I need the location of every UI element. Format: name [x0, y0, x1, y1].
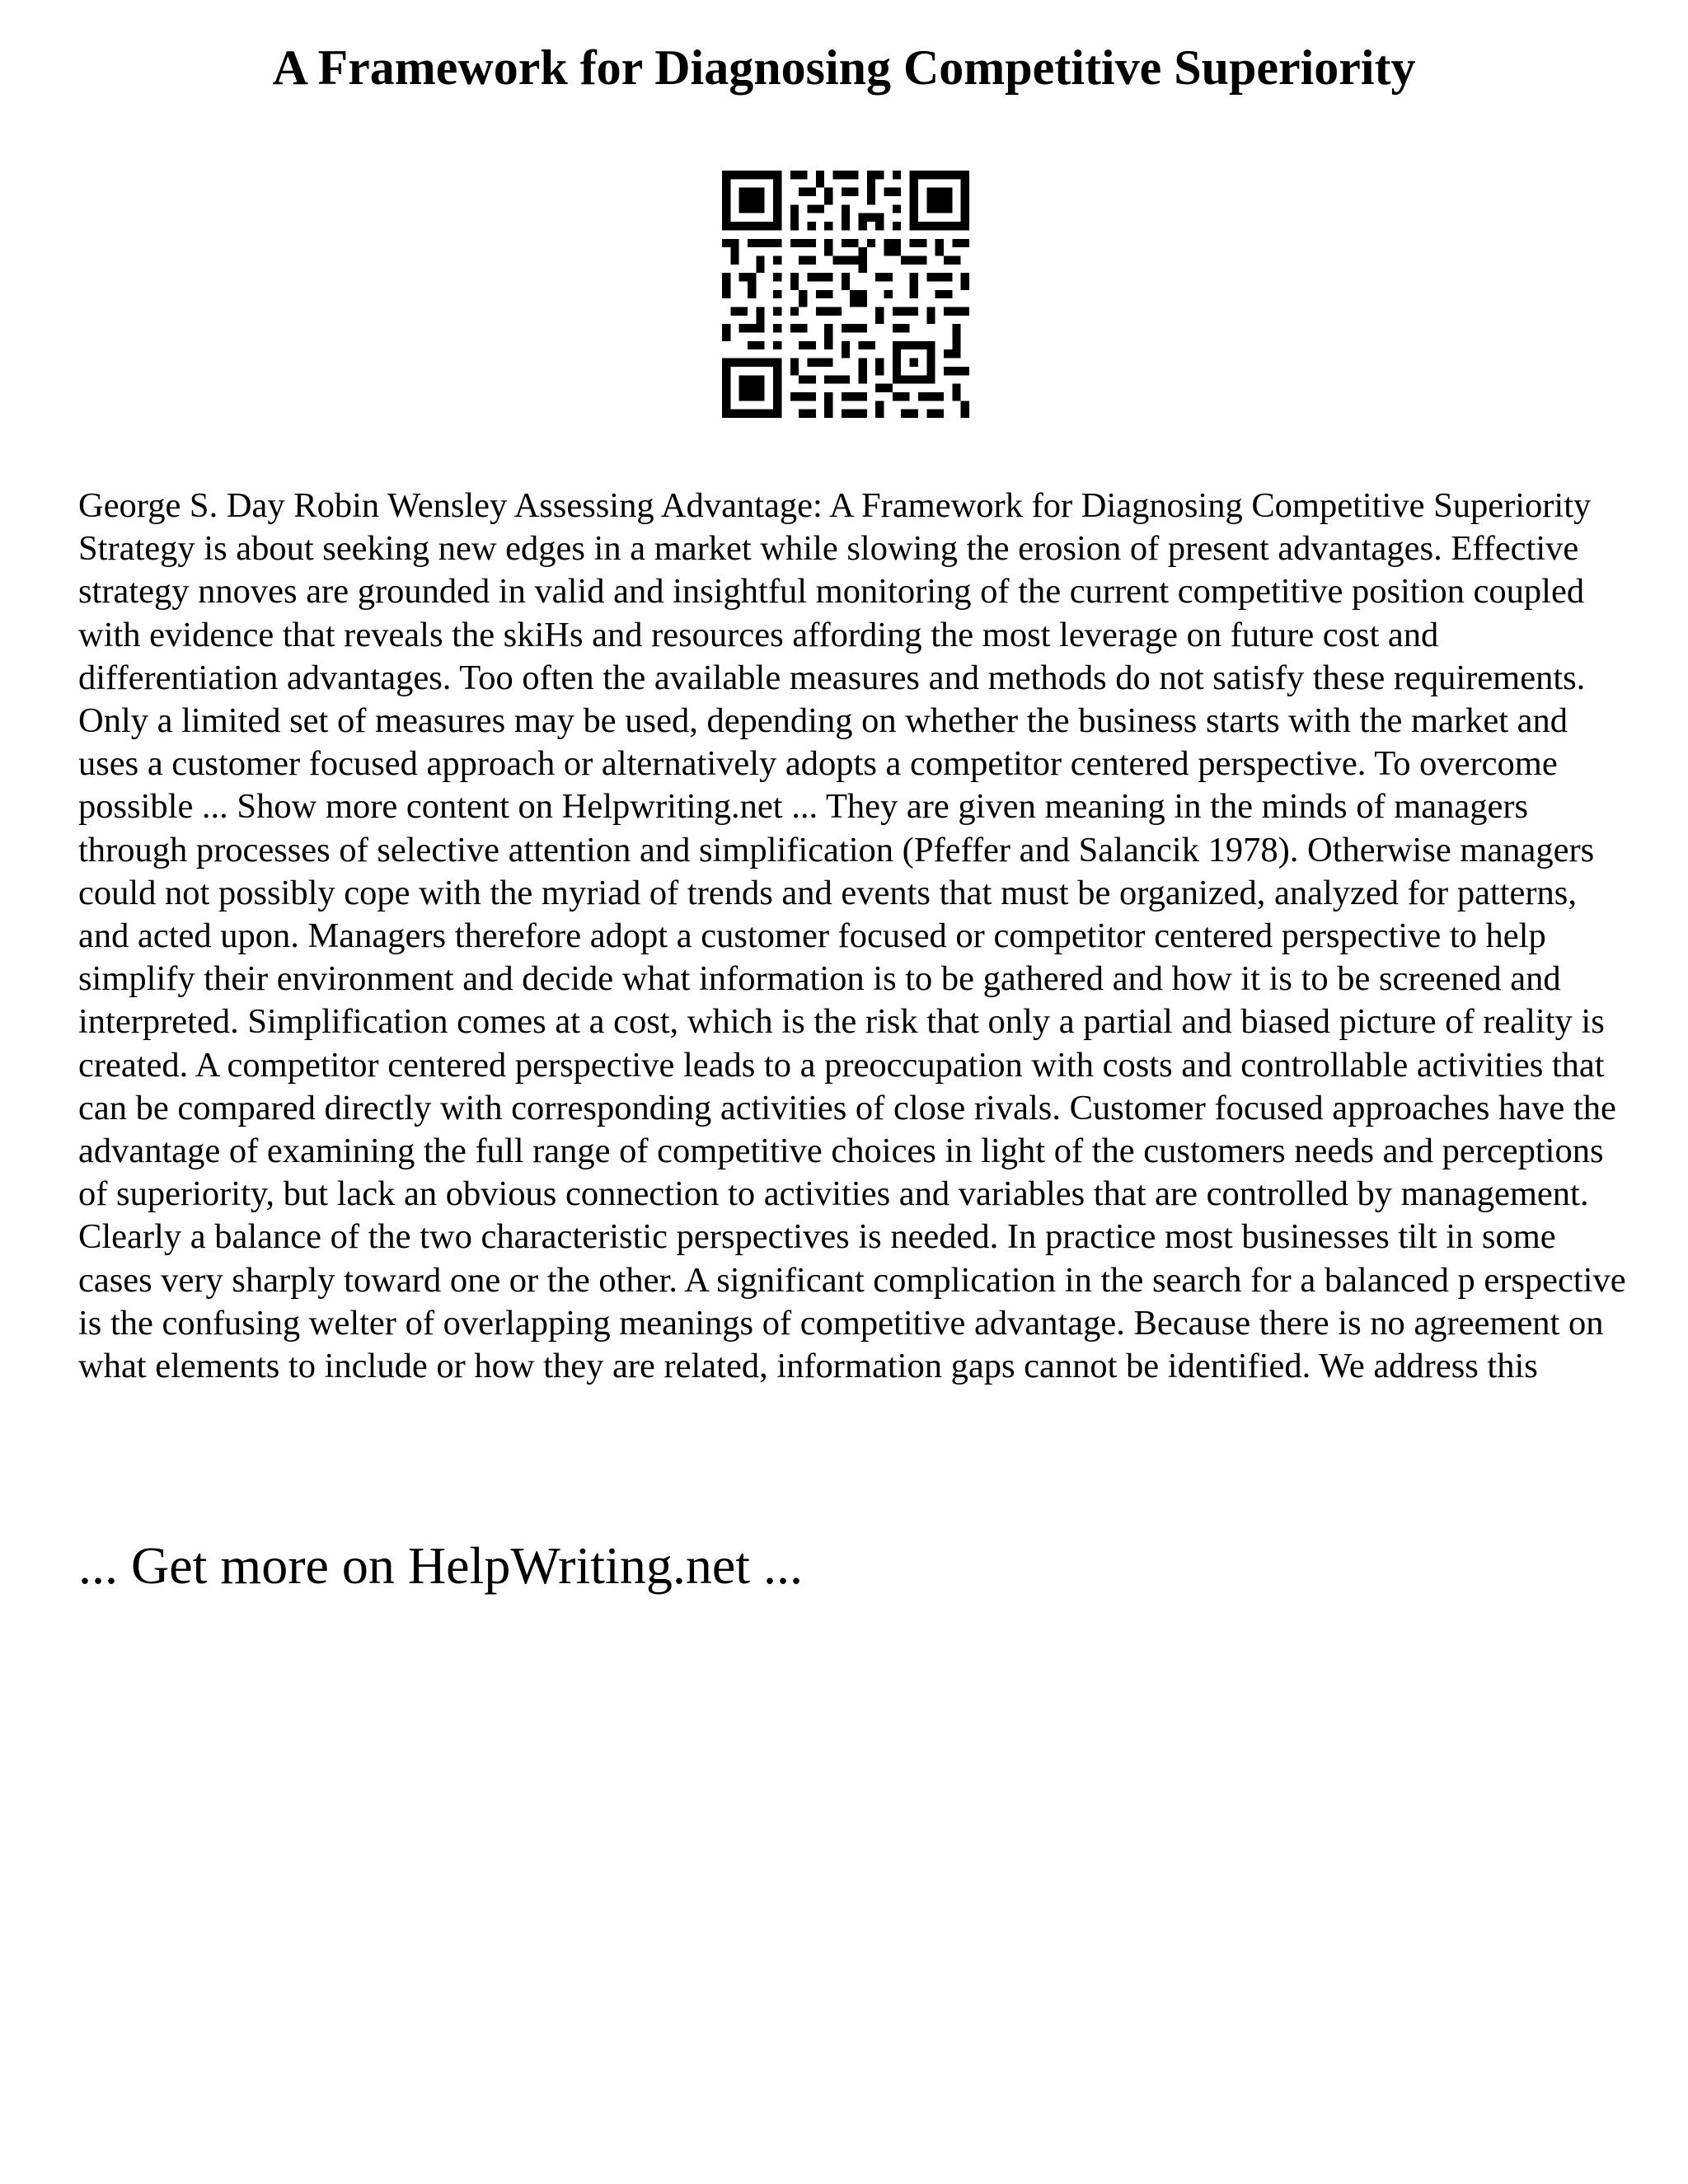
qr-code-graphic — [722, 171, 969, 418]
body-paragraph: George S. Day Robin Wensley Assessing Advantage: A Framework for Diagnosing Competitive Superiority Strategy is about seeking new edges in a market while slowing the erosion of present advantages. Effective strategy nnoves are grounded in valid and insightful monitoring of the current competitive position coupled with evidence that reveals the skiHs and resources affording the most leverage on future cost and differentiation advantages. Too often the available measures and methods do not satisfy these requirements. Only a limited set of measures may be used, depending on whether the business starts with the market and uses a customer focused approach or alternatively adopts a competitor centered perspective. To overcome possible ... Show more content on Helpwriting.net ... They are given meaning in the minds of managers through processes of selective attention and simplification (Pfeffer and Salancik 1978). Otherwise managers could not possibly cope with the myriad of trends and events that must be organized, analyzed for patterns, and acted upon. Managers therefore adopt a customer focused or competitor centered perspective to help simplify their environment and decide what information is to be gathered and how it is to be screened and interpreted. Simplification comes at a cost, which is the risk that only a partial and biased picture of reality is created. A competitor centered perspective leads to a preoccupation with costs and controllable activities that can be compared directly with corresponding activities of close rivals. Customer focused approaches have the advantage of examining the full range of competitive choices in light of the customers needs and perceptions of superiority, but lack an obvious connection to activities and variables that are controlled by management. Clearly a balance of the two characteristic perspectives is needed. In practice most businesses tilt in some cases very sharply toward one or the other. A significant complication in the search for a balanced p erspective is the confusing welter of overlapping meanings of competitive advantage. Because there is no agreement on what elements to include or how they are related, information gaps cannot be identified. We address this — [78, 486, 1626, 1386]
page-title: A Framework for Diagnosing Competitive Superiority — [272, 40, 1416, 95]
get-more-link[interactable]: ... Get more on HelpWriting.net ... — [78, 1536, 803, 1595]
qr-code-icon[interactable] — [722, 171, 969, 418]
